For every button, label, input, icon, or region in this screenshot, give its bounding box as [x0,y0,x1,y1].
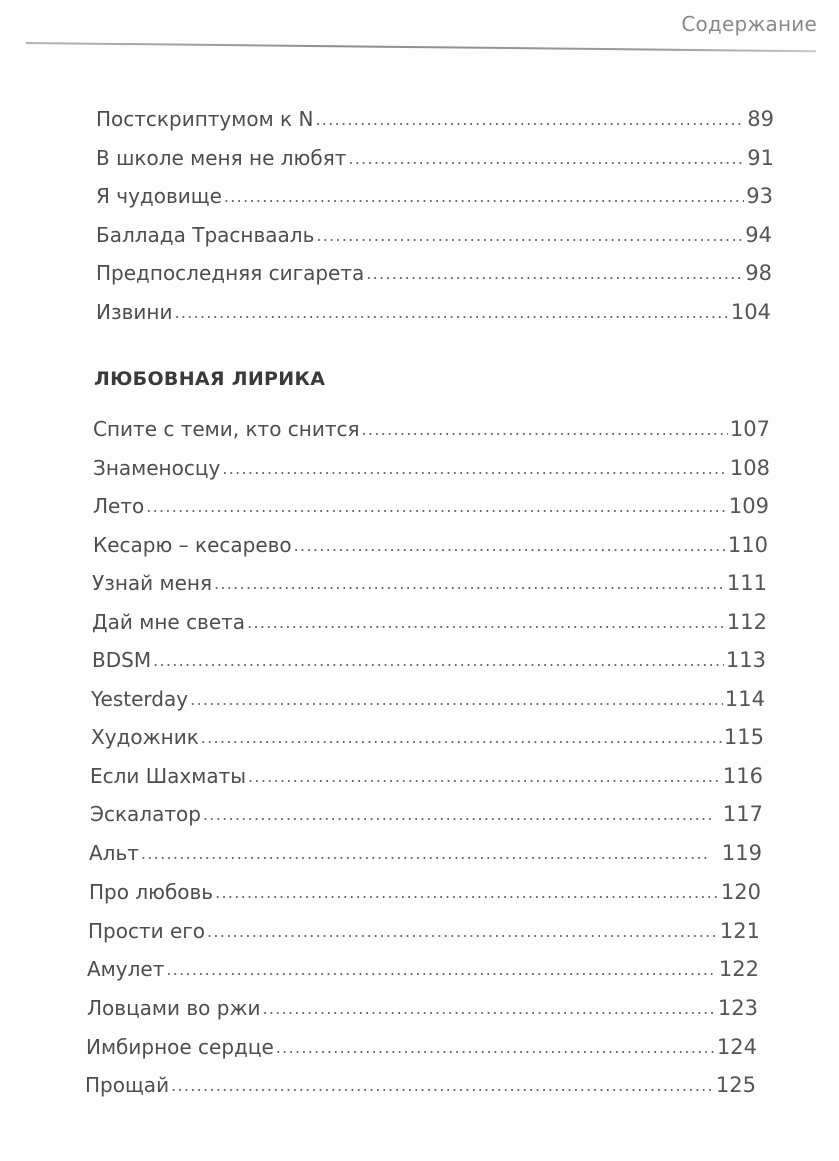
toc-entry-page: 113 [725,648,766,672]
toc-entry-page: 108 [729,456,770,480]
toc-entry-title: Имбирное сердце [86,1035,274,1059]
toc-entry-page: 111 [726,571,767,595]
toc-entry-title: Прощай [85,1073,170,1097]
dot-leader [248,762,721,792]
dot-leader [276,1033,715,1063]
toc-entry-title: Ловцами во ржи [87,996,261,1020]
toc-entry-title: Художник [91,725,199,749]
toc-entry-page: 104 [730,300,771,324]
header-divider [26,42,816,52]
toc-entry[interactable] [96,258,772,288]
toc-entry-title: Постскриптумом к N [96,107,314,131]
toc-entry-title: В школе меня не любят [96,146,347,170]
toc-entry-page: 109 [728,494,769,518]
toc-entry[interactable] [90,761,763,791]
dot-leader [366,259,743,289]
toc-entry-title: Кесарю – кесарево [93,533,292,557]
toc-entry-page: 120 [720,880,761,904]
toc-entry-page: 124 [716,1035,757,1059]
toc-entry-title: Альт [89,841,139,865]
toc-entry-page: 107 [729,417,770,441]
toc-entry-page: 125 [715,1073,756,1097]
toc-entry-title: Предпоследняя сигарета [96,261,365,285]
toc-entry[interactable] [89,838,762,868]
toc-entry[interactable] [96,104,774,134]
toc-entry-title: Дай мне света [92,610,246,634]
dot-leader [166,955,717,985]
toc-entry-page: 123 [717,996,758,1020]
toc-entry[interactable] [91,722,764,752]
toc-entry[interactable] [93,414,770,444]
toc-entry-page: 116 [722,764,763,788]
toc-entry[interactable] [86,1032,757,1062]
toc-entry-page: 110 [727,533,768,557]
toc-entry[interactable] [91,684,765,714]
section-heading: ЛЮБОВНАЯ ЛИРИКА [94,368,326,390]
toc-entry[interactable] [92,568,767,598]
dot-leader [348,144,745,174]
running-header: Содержание [681,12,817,36]
dot-leader [174,298,728,328]
toc-entry-page: 114 [724,687,765,711]
dot-leader [316,221,743,251]
toc-entry[interactable] [89,877,761,907]
toc-entry-title: Про любовь [89,880,214,904]
toc-entry-page: 121 [719,919,760,943]
toc-entry-title: Лето [93,494,145,518]
toc-entry[interactable] [93,530,768,560]
toc-entry-title: Знаменосцу [93,456,221,480]
dot-leader [201,723,722,753]
toc-entry[interactable] [92,645,766,675]
dot-leader [247,608,725,638]
toc-entry-page: 122 [718,957,759,981]
toc-entry[interactable] [93,491,769,521]
toc-entry-page: 89 [747,107,774,131]
dot-leader [214,569,725,599]
toc-entry[interactable] [90,799,763,829]
toc-entry-title: Прости его [88,919,206,943]
toc-entry-page: 91 [747,146,774,170]
dot-leader [153,646,724,676]
toc-entry[interactable] [88,916,760,946]
dot-leader [362,415,728,445]
dot-leader [190,685,723,715]
dot-leader [224,182,744,212]
dot-leader [203,800,711,830]
toc-entry[interactable] [96,181,773,211]
dot-leader [141,839,710,869]
toc-entry-page: 93 [746,184,773,208]
toc-entry-title: Узнай меня [92,571,213,595]
toc-entry-title: BDSM [92,648,152,672]
toc-entry[interactable] [96,143,774,173]
toc-entry-page: 119 [721,841,762,865]
toc-entry-title: Yesterday [91,687,189,711]
dot-leader [171,1071,714,1101]
toc-entry-page: 117 [722,802,763,826]
toc-entry[interactable] [85,1070,756,1100]
toc-entry[interactable] [96,297,771,327]
dot-leader [207,917,718,947]
toc-entry[interactable] [92,607,767,637]
toc-entry[interactable] [96,220,772,250]
toc-entry-title: Баллада Траснвааль [96,223,315,247]
dot-leader [315,105,745,135]
toc-entry-title: Амулет [87,957,165,981]
dot-leader [294,531,726,561]
toc-entry-title: Если Шахматы [90,764,247,788]
dot-leader [215,878,719,908]
toc-entry-title: Спите с теми, кто снится [93,417,360,441]
dot-leader [262,994,715,1024]
toc-entry[interactable] [87,954,759,984]
toc-entry-title: Извини [96,300,173,324]
toc-entry-title: Я чудовище [96,184,222,208]
toc-entry-page: 98 [745,261,772,285]
toc-entry[interactable] [87,993,758,1023]
toc-entry-page: 94 [745,223,772,247]
dot-leader [222,454,728,484]
toc-entry-title: Эскалатор [90,802,201,826]
toc-entry[interactable] [93,453,770,483]
dot-leader [146,492,727,522]
toc-entry-page: 115 [723,725,764,749]
toc-entry-page: 112 [726,610,767,634]
